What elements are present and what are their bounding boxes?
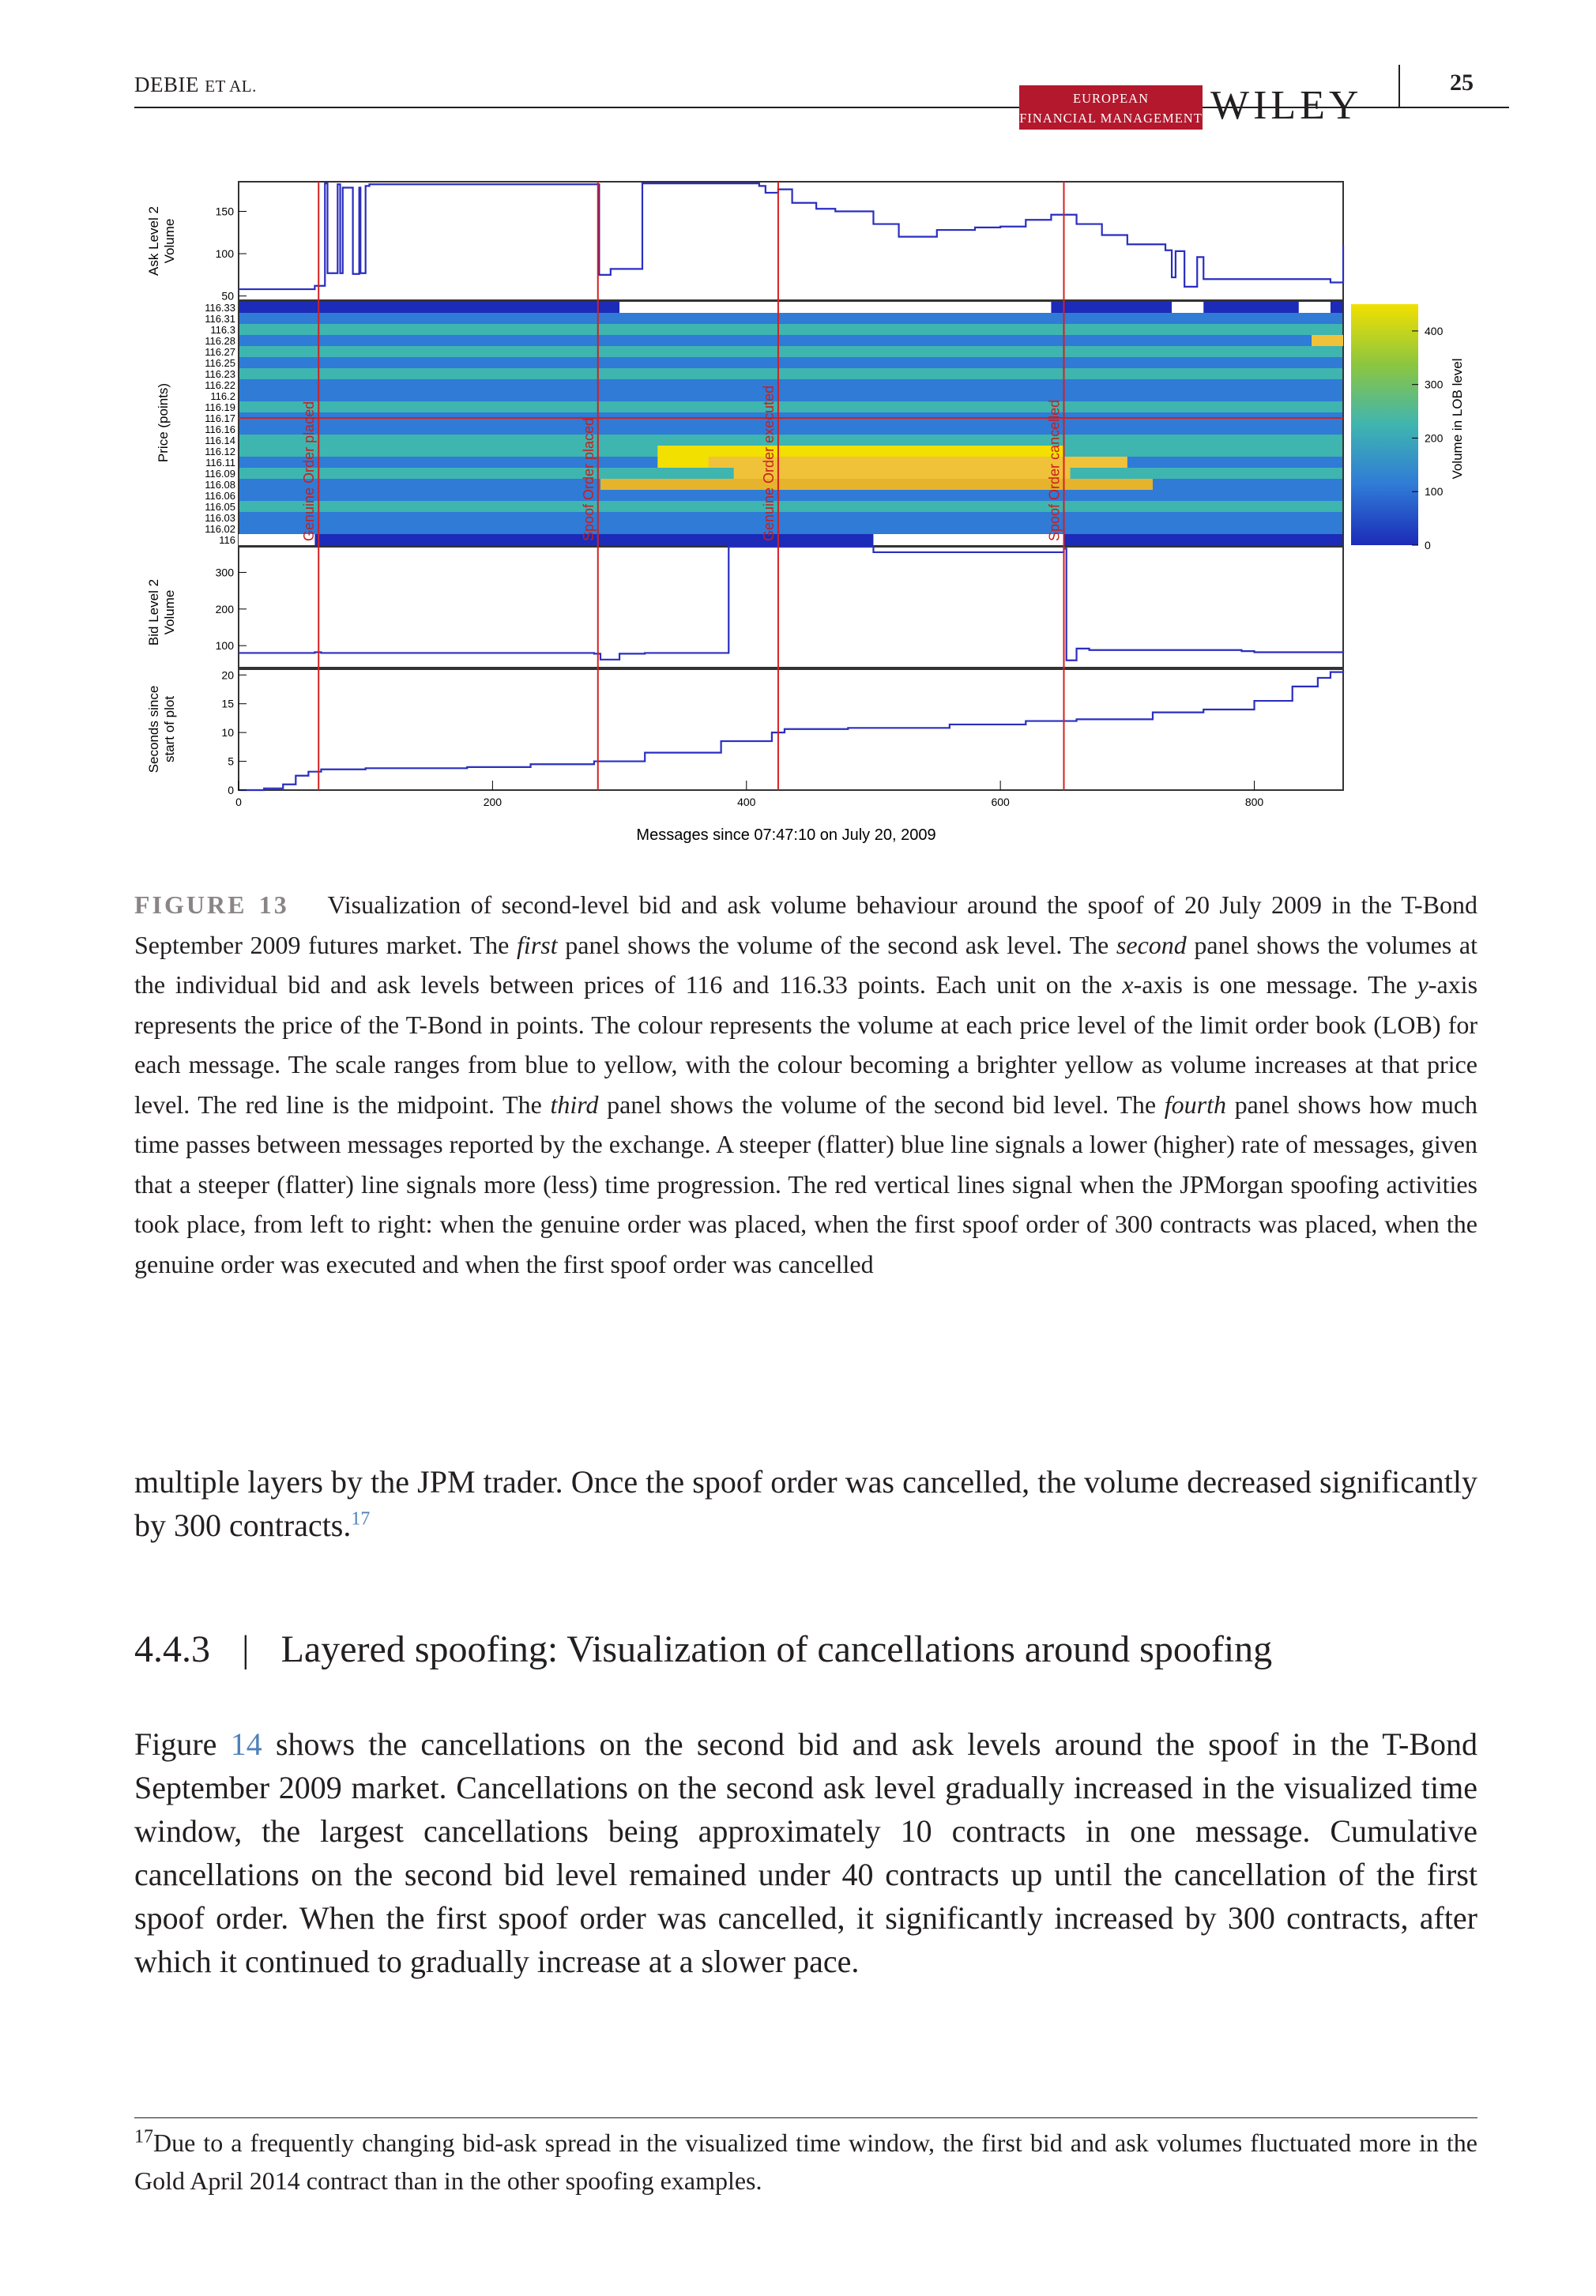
x-tick-label: 400 [737, 796, 756, 808]
price-tick-label: 116.02 [205, 523, 235, 535]
panel3-ylabel: Bid Level 2Volume [146, 578, 177, 646]
heatmap-row [239, 523, 1342, 534]
caption-emph: y [1417, 970, 1428, 999]
section-number: 4.4.3 [134, 1628, 210, 1670]
price-tick-label: 116.23 [205, 368, 235, 380]
heatmap-row [239, 512, 1342, 523]
price-tick-label: 116.25 [205, 357, 235, 369]
y-tick-label: 100 [215, 247, 234, 261]
y-tick-label: 150 [215, 205, 234, 218]
heatmap-row [239, 335, 1342, 346]
price-tick-label: 116.19 [205, 401, 235, 413]
caption-text: -axis is one message. The [1133, 970, 1417, 999]
price-tick-label: 116.27 [205, 346, 235, 358]
section-heading [134, 1628, 1272, 1671]
y-tick-label: 50 [221, 289, 234, 303]
price-tick-label: 116.31 [205, 313, 235, 325]
paragraph-text: Figure [134, 1726, 231, 1762]
caption-emph: fourth [1164, 1090, 1226, 1119]
x-tick-label: 600 [991, 796, 1010, 808]
price-tick-label: 116.03 [205, 512, 235, 524]
heatmap-row [239, 401, 1342, 412]
price-tick-label: 116.16 [205, 423, 235, 435]
heatmap-empty [860, 302, 1051, 313]
event-label: Genuine Order placed [301, 401, 318, 541]
caption-emph: second [1116, 930, 1187, 959]
heatmap-row [239, 423, 1342, 435]
x-tick-label: 200 [483, 796, 503, 808]
heatmap-row [239, 357, 1342, 368]
figure-caption [134, 885, 1477, 1284]
y-tick-label: 100 [215, 639, 234, 653]
price-tick-label: 116.33 [205, 302, 235, 314]
heatmap-row [239, 368, 1342, 379]
colorbar-tick-label: 100 [1425, 485, 1444, 499]
y-tick-label: 10 [221, 726, 234, 740]
price-tick-label: 116 [219, 534, 235, 546]
event-label: Genuine Order executed [760, 385, 777, 541]
journal-badge [1019, 85, 1203, 130]
price-tick-label: 116.22 [205, 379, 235, 391]
caption-text: panel shows the volumes at the individual bid and ask levels between prices of 116 and 116.33 points. Each unit on the [134, 930, 1478, 999]
y-tick-label: 15 [221, 697, 234, 710]
caption-text: panel shows how much time passes between messages reported by the exchange. A steeper (flatter) blue line signals a lower (higher) rate of messages, given that a steeper (flatter) line signals more (less) time progression. The red vertical lines signal when the JPMorgan spoofing activities took place, from left to right: when the genuine order was placed, when the first spoof order of 300 contracts was placed, when the genuine order was executed and when the first spoof order was cancelled [134, 1090, 1478, 1278]
body-paragraph [134, 1460, 1477, 1547]
paragraph-text: multiple layers by the JPM trader. Once the spoof order was cancelled, the volume decreased significantly by 300 contracts. [134, 1464, 1477, 1543]
caption-text: -axis represents the price of the T-Bond in points. The colour represents the volume at each price level of the limit order book (LOB) for each message. The scale ranges from blue to yellow, with the colour becoming a brighter yellow as volume increases at that price level. The red line is the midpoint. The [134, 970, 1478, 1119]
heatmap-row [239, 501, 1342, 512]
colorbar [1351, 304, 1418, 545]
heatmap-row [239, 490, 1342, 501]
footnote-ref[interactable]: 17 [351, 1508, 371, 1530]
caption-emph: third [550, 1090, 599, 1119]
running-head-authors [134, 73, 257, 97]
series-line-panel-3 [239, 547, 1343, 661]
price-tick-label: 116.14 [205, 435, 235, 446]
colorbar-tick-label: 200 [1425, 431, 1444, 445]
heatmap-row [239, 324, 1342, 335]
caption-label: FIGURE 13 [134, 890, 289, 919]
authors-main: DEBIE [134, 73, 199, 96]
price-tick-label: 116.06 [205, 490, 235, 502]
colorbar-tick-label: 300 [1425, 378, 1444, 391]
price-tick-label: 116.17 [205, 412, 235, 424]
x-tick-label: 0 [235, 796, 242, 808]
price-tick-label: 116.2 [210, 390, 235, 402]
page-header [134, 0, 1477, 128]
paragraph-text: shows the cancellations on the second bid and ask levels around the spoof in the T-Bond September 2009 market. Cancellations on the second ask level gradually increased in the visualized time window, the largest cancellations being approximately 10 contracts in one message. Cumulative cancellations on the second bid level remained under 40 contracts up until the cancellation of the first spoof order. When the first spoof order was cancelled, it significantly increased by 300 contracts, after which it continued to gradually increase at a slower pace. [134, 1726, 1478, 1979]
series-line-panel-4 [239, 671, 1343, 790]
figure-13-chart [134, 162, 1477, 857]
series-line-panel-1 [239, 183, 1343, 289]
price-tick-label: 116.09 [205, 468, 235, 480]
y-tick-label: 200 [215, 602, 234, 615]
event-label: Spoof Order placed [580, 417, 597, 541]
colorbar-label: Volume in LOB level [1450, 358, 1465, 480]
panel1-ylabel: Ask Level 2Volume [146, 206, 177, 276]
y-tick-label: 20 [221, 668, 234, 682]
caption-text: panel shows the volume of the second ask level. The [557, 930, 1116, 959]
price-tick-label: 116.3 [210, 324, 235, 336]
caption-text: Visualization of second-level bid and ask volume behaviour around the spoof of 20 July 2009 in the T-Bond September 2009 futures market. The [134, 890, 1478, 959]
price-tick-label: 116.12 [205, 446, 235, 457]
caption-text: panel shows the volume of the second bid level. The [598, 1090, 1165, 1119]
panel2-ylabel: Price (points) [156, 382, 171, 463]
x-tick-label: 800 [1244, 796, 1264, 808]
heatmap-empty [1172, 302, 1203, 313]
figure-ref-link[interactable]: 14 [230, 1726, 262, 1762]
colorbar-tick-label: 400 [1425, 324, 1444, 337]
price-tick-label: 116.11 [205, 457, 235, 469]
heatmap-cells [239, 302, 1343, 545]
footnote-rule [134, 2117, 1477, 2118]
heatmap-high-volume [1312, 335, 1343, 346]
journal-line-1: EUROPEAN [1072, 91, 1149, 106]
figure-13 [134, 162, 1477, 857]
price-tick-label: 116.05 [205, 501, 235, 513]
footnote-number: 17 [134, 2126, 153, 2147]
heatmap-empty [1299, 302, 1331, 313]
section-title: Layered spoofing: Visualization of cancellations around spoofing [280, 1628, 1273, 1670]
journal-line-2: FINANCIAL MANAGEMENT [1019, 111, 1203, 126]
heatmap-empty [873, 534, 1063, 545]
body-paragraph [134, 1722, 1477, 1983]
price-tick-label: 116.28 [205, 335, 235, 347]
heatmap-row [239, 346, 1342, 357]
y-tick-label: 0 [228, 784, 234, 796]
header-divider [1398, 65, 1400, 108]
authors-suffix: ET AL. [205, 77, 257, 96]
footnote [134, 2124, 1477, 2200]
heatmap-row [239, 534, 1342, 545]
panel4-ylabel: Seconds sincestart of plot [146, 685, 177, 773]
footnote-text: Due to a frequently changing bid-ask spread in the visualized time window, the first bid and ask volumes fluctuated more in the Gold April 2014 contract than in the other spoofing examples. [134, 2129, 1477, 2195]
heatmap-high-volume [600, 479, 1153, 490]
publisher-logo: WILEY [1210, 83, 1363, 128]
y-tick-label: 300 [215, 566, 234, 579]
heatmap-row [239, 390, 1342, 401]
section-separator: | [242, 1628, 250, 1670]
y-tick-label: 5 [228, 755, 234, 768]
page-number: 25 [1450, 70, 1474, 96]
colorbar-tick-label: 0 [1425, 539, 1431, 551]
heatmap-row [239, 379, 1342, 390]
heatmap-row [239, 435, 1342, 446]
event-label: Spoof Order cancelled [1046, 399, 1063, 541]
panel-frame-1 [239, 182, 1343, 300]
caption-emph: first [517, 930, 558, 959]
heatmap-row [239, 313, 1342, 324]
x-axis-label: Messages since 07:47:10 on July 20, 2009 [636, 826, 936, 844]
heatmap-empty [619, 302, 873, 313]
caption-emph: x [1122, 970, 1134, 999]
heatmap-high-volume [734, 468, 1071, 479]
price-tick-label: 116.08 [205, 479, 235, 491]
